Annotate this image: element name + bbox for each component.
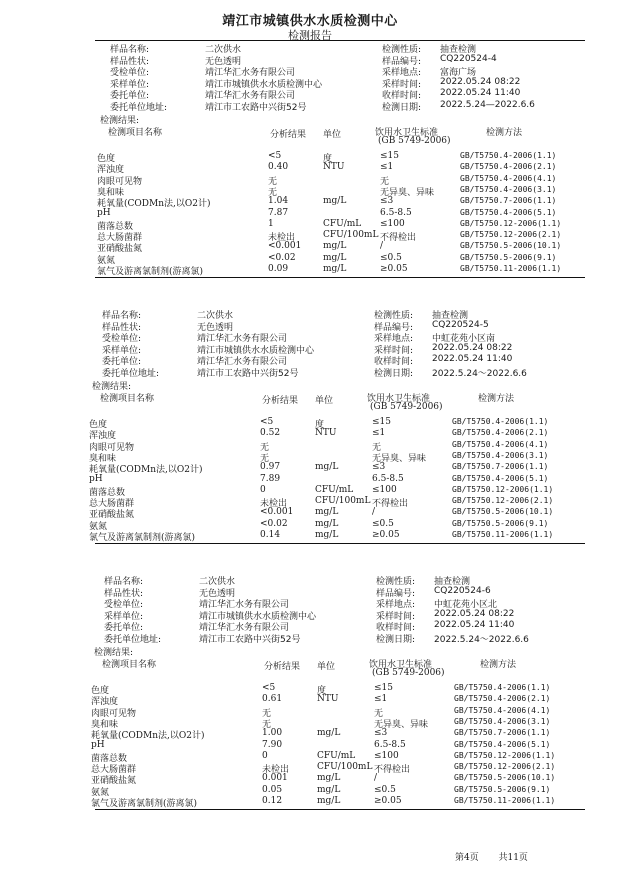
column-header-item: 检测项目名称 — [102, 660, 157, 670]
test-method: GB/T5750.7-2006(1.1) — [454, 728, 551, 738]
item-name: 亚硝酸盐氮 — [97, 244, 143, 255]
column-header-result: 分析结果 — [270, 130, 307, 140]
analysis-result: 0.05 — [262, 784, 283, 795]
result-row — [0, 683, 620, 694]
unit: mg/L — [315, 518, 339, 529]
item-name: 肉眼可见物 — [91, 708, 137, 719]
result-row — [0, 694, 620, 708]
item-name: 耗氧量(CODMn法,以O2计) — [91, 731, 205, 742]
page-footer — [455, 850, 528, 863]
item-name: 浑浊度 — [91, 697, 119, 708]
standard-limit: ≤0.5 — [374, 784, 396, 795]
test-method: GB/T5750.5-2006(9.1) — [454, 784, 551, 794]
standard-limit: 6.5-8.5 — [380, 207, 412, 218]
meta-value: 抽查检测 — [434, 577, 471, 587]
test-method: GB/T5750.4-2006(5.1) — [454, 739, 551, 749]
unit: 度 — [317, 686, 327, 696]
standard-limit: ≤0.5 — [380, 252, 402, 263]
column-header-standard-line2: (GB 5749-2006) — [370, 402, 443, 412]
test-method: GB/T5750.5-2006(10.1) — [454, 773, 556, 783]
meta-label: 收样时间: — [376, 623, 416, 633]
meta-label: 样品编号: — [382, 56, 422, 67]
unit: CFU/100mL — [315, 496, 371, 507]
item-name: 色度 — [91, 686, 110, 696]
result-row — [0, 728, 620, 742]
meta-value: 2022.05.24 11:40 — [440, 88, 521, 98]
unit: mg/L — [315, 462, 339, 473]
meta-label: 样品名称: — [110, 45, 150, 55]
analysis-result: 7.87 — [268, 207, 289, 218]
test-method: GB/T5750.5-2006(9.1) — [452, 518, 549, 528]
standard-limit: ≤0.5 — [372, 518, 394, 529]
analysis-result: 未检出 — [262, 765, 290, 776]
unit: mg/L — [323, 264, 347, 274]
meta-value: 二次供水 — [205, 45, 242, 55]
test-method: GB/T5750.4-2006(5.1) — [452, 473, 549, 483]
meta-value: 2022.05.24 08:22 — [440, 76, 521, 87]
analysis-result: 未检出 — [260, 499, 288, 510]
sample-section — [0, 42, 620, 308]
meta-label: 样品性状: — [104, 588, 144, 599]
sample-section — [0, 308, 620, 574]
item-name: 总大肠菌群 — [89, 499, 135, 510]
unit: NTU — [317, 694, 339, 705]
test-method: GB/T5750.11-2006(1.1) — [452, 530, 554, 539]
standard-limit: ≤100 — [372, 484, 397, 495]
item-name: 耗氧量(CODMn法,以O2计) — [89, 465, 203, 476]
meta-value: 2022.05.24 08:22 — [434, 608, 515, 619]
test-method: GB/T5750.4-2006(3.1) — [454, 716, 551, 726]
standard-limit: ≤15 — [380, 151, 399, 161]
column-header-result: 分析结果 — [262, 396, 299, 406]
test-method: GB/T5750.5-2006(9.1) — [460, 252, 557, 262]
analysis-result: 0.14 — [260, 530, 281, 540]
test-method: GB/T5750.4-2006(3.1) — [460, 184, 557, 194]
section-rule — [95, 809, 585, 810]
unit: mg/L — [317, 728, 341, 739]
column-header-method: 检测方法 — [486, 128, 523, 138]
standard-limit: 无异臭、异味 — [374, 719, 429, 730]
standard-limit: / — [372, 507, 376, 518]
meta-label: 委托单位: — [110, 91, 150, 101]
analysis-result: 无 — [268, 187, 278, 198]
standard-limit: ≤1 — [374, 694, 388, 705]
item-name: 氯气及游离氯制剂(游离氯) — [89, 533, 196, 543]
unit: CFU/mL — [323, 218, 362, 229]
section-rule — [95, 277, 585, 278]
meta-label: 样品编号: — [376, 588, 416, 599]
test-method: GB/T5750.4-2006(1.1) — [454, 683, 551, 692]
meta-value: CQ220524-5 — [432, 319, 489, 330]
test-method: GB/T5750.12-2006(2.1) — [454, 762, 556, 772]
result-row — [0, 440, 620, 451]
top-rule — [95, 40, 585, 41]
meta-label: 样品名称: — [104, 577, 144, 587]
result-row — [0, 507, 620, 521]
unit: NTU — [323, 162, 345, 173]
result-row — [0, 264, 620, 275]
meta-label: 采样地点: — [376, 600, 416, 610]
standard-limit: ≤15 — [372, 417, 391, 427]
analysis-result: 0.61 — [262, 694, 283, 705]
meta-value: 2022.5.24～2022.6.6 — [432, 368, 527, 379]
result-row — [0, 174, 620, 185]
results-label: 检测结果: — [100, 116, 140, 126]
meta-value: 靖江华汇水务有限公司 — [197, 334, 288, 344]
analysis-result: <5 — [260, 417, 274, 427]
analysis-result: 无 — [268, 176, 278, 187]
result-row — [0, 208, 620, 219]
meta-value: 无色透明 — [197, 322, 234, 333]
meta-label: 采样时间: — [382, 79, 422, 90]
analysis-result: 未检出 — [268, 233, 296, 244]
column-header-standard-line1: 饮用水卫生标准 — [367, 394, 431, 404]
standard-limit: ≤3 — [380, 196, 394, 207]
unit: mg/L — [317, 796, 341, 806]
item-name: 氨氮 — [91, 787, 110, 798]
analysis-result: 0 — [260, 484, 266, 495]
test-method: GB/T5750.12-2006(1.1) — [460, 218, 562, 228]
meta-value: 富海广场 — [440, 68, 477, 78]
standard-limit: 6.5-8.5 — [372, 473, 404, 484]
test-method: GB/T5750.11-2006(1.1) — [460, 264, 562, 273]
unit: mg/L — [315, 530, 339, 540]
standard-limit: 无 — [374, 708, 384, 719]
meta-label: 检测日期: — [376, 634, 416, 645]
analysis-result: 无 — [260, 442, 270, 453]
item-name: 菌落总数 — [89, 487, 126, 498]
item-name: 总大肠菌群 — [91, 765, 137, 776]
result-row — [0, 519, 620, 530]
result-row — [0, 773, 620, 787]
analysis-result: 0.40 — [268, 162, 289, 173]
item-name: 总大肠菌群 — [97, 233, 143, 244]
test-method: GB/T5750.12-2006(1.1) — [452, 484, 554, 494]
analysis-result: 0.09 — [268, 264, 289, 274]
meta-label: 采样时间: — [374, 345, 414, 356]
analysis-result: <0.001 — [268, 241, 302, 252]
result-row — [0, 196, 620, 210]
standard-limit: ≤100 — [380, 218, 405, 229]
analysis-result: <0.001 — [260, 507, 294, 518]
meta-label: 检测性质: — [382, 45, 422, 55]
standard-limit: ≤1 — [372, 428, 386, 439]
item-name: 氯气及游离氯制剂(游离氯) — [91, 799, 198, 809]
analysis-result: 无 — [262, 708, 272, 719]
unit: CFU/mL — [315, 484, 354, 495]
test-method: GB/T5750.5-2006(10.1) — [452, 507, 554, 517]
item-name: 浑浊度 — [97, 165, 125, 176]
page-number: 第4页 — [455, 853, 479, 863]
test-method: GB/T5750.7-2006(1.1) — [452, 462, 549, 472]
item-name: 氨氮 — [97, 255, 116, 266]
column-header-unit: 单位 — [323, 130, 342, 140]
result-row — [0, 219, 620, 230]
report-subtitle: 检测报告 — [288, 29, 332, 42]
standard-limit: 无异臭、异味 — [372, 453, 427, 464]
test-method: GB/T5750.4-2006(4.1) — [454, 705, 551, 715]
standard-limit: ≥0.05 — [372, 530, 400, 540]
item-name: 菌落总数 — [97, 221, 134, 232]
result-row — [0, 706, 620, 717]
test-method: GB/T5750.12-2006(1.1) — [454, 750, 556, 760]
meta-label: 检测日期: — [382, 102, 422, 113]
column-header-standard-line2: (GB 5749-2006) — [372, 668, 445, 678]
test-method: GB/T5750.12-2006(2.1) — [452, 496, 554, 506]
meta-label: 采样单位: — [102, 345, 142, 356]
analysis-result: 0.12 — [262, 796, 283, 806]
item-name: 氨氮 — [89, 521, 108, 532]
test-method: GB/T5750.5-2006(10.1) — [460, 241, 562, 251]
meta-value: 靖江市城镇供水水质检测中心 — [197, 345, 315, 356]
unit: mg/L — [315, 507, 339, 518]
item-name: 浑浊度 — [89, 431, 117, 442]
item-name: 肉眼可见物 — [89, 442, 135, 453]
item-name: 色度 — [89, 420, 108, 430]
column-header-item: 检测项目名称 — [108, 128, 163, 138]
test-method: GB/T5750.4-2006(2.1) — [454, 694, 551, 704]
meta-value: 靖江华汇水务有限公司 — [205, 91, 296, 101]
meta-value: 靖江华汇水务有限公司 — [197, 357, 288, 367]
meta-value: 靖江华汇水务有限公司 — [199, 600, 290, 610]
item-name: 亚硝酸盐氮 — [89, 510, 135, 521]
result-row — [0, 230, 620, 244]
standard-limit: 无 — [372, 442, 382, 453]
result-row — [0, 496, 620, 510]
result-row — [0, 717, 620, 728]
unit: 度 — [315, 420, 325, 430]
meta-label: 委托单位地址: — [102, 368, 160, 379]
analysis-result: 0.001 — [262, 773, 288, 784]
meta-value: 抽查检测 — [440, 45, 477, 55]
test-method: GB/T5750.7-2006(1.1) — [460, 196, 557, 206]
standard-limit: ≤1 — [380, 162, 394, 173]
test-method: GB/T5750.4-2006(5.1) — [460, 207, 557, 217]
test-method: GB/T5750.4-2006(4.1) — [452, 439, 549, 449]
column-header-unit: 单位 — [315, 396, 334, 406]
column-header-unit: 单位 — [317, 662, 336, 672]
meta-value: CQ220524-6 — [434, 585, 491, 596]
item-name: pH — [91, 739, 105, 750]
analysis-result: <0.02 — [260, 518, 288, 529]
meta-value: 中虹花苑小区南 — [432, 334, 496, 344]
column-header-item: 检测项目名称 — [100, 394, 155, 404]
result-row — [0, 151, 620, 162]
result-row — [0, 417, 620, 428]
analysis-result: 1.00 — [262, 728, 283, 739]
unit: mg/L — [317, 784, 341, 795]
standard-limit: 6.5-8.5 — [374, 739, 406, 750]
result-row — [0, 762, 620, 776]
item-name: 肉眼可见物 — [97, 176, 143, 187]
result-row — [0, 462, 620, 476]
meta-value: 靖江市工农路中兴街52号 — [197, 368, 299, 379]
standard-limit: 不得检出 — [374, 765, 411, 776]
item-name: 臭和味 — [89, 453, 117, 464]
results-label: 检测结果: — [94, 648, 134, 658]
meta-value: 二次供水 — [199, 577, 236, 587]
unit: CFU/100mL — [317, 762, 373, 773]
meta-value: 二次供水 — [197, 311, 234, 321]
analysis-result: 0.97 — [260, 462, 281, 473]
meta-value: 2022.05.24 11:40 — [434, 620, 515, 630]
standard-limit: ≤3 — [374, 728, 388, 739]
meta-label: 采样单位: — [104, 611, 144, 622]
analysis-result: 1.04 — [268, 196, 289, 207]
meta-label: 样品名称: — [102, 311, 142, 321]
item-name: 臭和味 — [97, 187, 125, 198]
test-method: GB/T5750.4-2006(4.1) — [460, 173, 557, 183]
result-row — [0, 428, 620, 442]
meta-label: 采样地点: — [382, 68, 422, 78]
results-label: 检测结果: — [92, 382, 132, 392]
meta-label: 采样单位: — [110, 79, 150, 90]
meta-label: 检测性质: — [374, 311, 414, 321]
meta-label: 委托单位: — [102, 357, 142, 367]
item-name: 菌落总数 — [91, 753, 128, 764]
sample-section — [0, 574, 620, 840]
test-method: GB/T5750.4-2006(2.1) — [460, 162, 557, 172]
meta-value: 抽查检测 — [432, 311, 469, 321]
meta-label: 受检单位: — [102, 334, 142, 344]
result-row — [0, 530, 620, 541]
item-name: 氯气及游离氯制剂(游离氯) — [97, 267, 204, 277]
column-header-standard-line2: (GB 5749-2006) — [378, 136, 451, 146]
standard-limit: ≥0.05 — [374, 796, 402, 806]
meta-label: 采样地点: — [374, 334, 414, 344]
meta-value: 2022.05.24 08:22 — [432, 342, 513, 353]
test-method: GB/T5750.4-2006(1.1) — [452, 417, 549, 426]
meta-label: 收样时间: — [374, 357, 414, 367]
analysis-result: 1 — [268, 218, 274, 229]
test-method: GB/T5750.4-2006(1.1) — [460, 151, 557, 160]
standard-limit: 不得检出 — [372, 499, 409, 510]
result-row — [0, 185, 620, 196]
meta-value: 靖江市城镇供水水质检测中心 — [205, 79, 323, 90]
unit: mg/L — [323, 241, 347, 252]
analysis-result: 无 — [260, 453, 270, 464]
column-header-method: 检测方法 — [480, 660, 517, 670]
column-header-method: 检测方法 — [478, 394, 515, 404]
meta-label: 受检单位: — [110, 68, 150, 78]
unit: CFU/100mL — [323, 230, 379, 241]
meta-label: 检测日期: — [374, 368, 414, 379]
result-row — [0, 740, 620, 751]
meta-label: 样品编号: — [374, 322, 414, 333]
standard-limit: ≤15 — [374, 683, 393, 693]
standard-limit: 不得检出 — [380, 233, 417, 244]
result-row — [0, 796, 620, 807]
unit: mg/L — [323, 196, 347, 207]
analysis-result: <5 — [262, 683, 276, 693]
unit: 度 — [323, 154, 333, 164]
unit: mg/L — [317, 773, 341, 784]
meta-value: 靖江市工农路中兴街52号 — [205, 102, 307, 113]
meta-value: 无色透明 — [199, 588, 236, 599]
result-row — [0, 751, 620, 762]
item-name: 臭和味 — [91, 719, 119, 730]
column-header-standard-line1: 饮用水卫生标准 — [369, 660, 433, 670]
meta-value: 靖江市工农路中兴街52号 — [199, 634, 301, 645]
unit: mg/L — [323, 252, 347, 263]
meta-label: 采样时间: — [376, 611, 416, 622]
unit: NTU — [315, 428, 337, 439]
result-row — [0, 485, 620, 496]
standard-limit: 无异臭、异味 — [380, 187, 435, 198]
report-title: 靖江市城镇供水水质检测中心 — [222, 14, 398, 29]
test-method: GB/T5750.11-2006(1.1) — [454, 796, 556, 805]
meta-label: 委托单位: — [104, 623, 144, 633]
standard-limit: ≥0.05 — [380, 264, 408, 274]
standard-limit: 无 — [380, 176, 390, 187]
meta-label: 委托单位地址: — [110, 102, 168, 113]
meta-value: 无色透明 — [205, 56, 242, 67]
test-method: GB/T5750.4-2006(2.1) — [452, 428, 549, 438]
meta-label: 受检单位: — [104, 600, 144, 610]
item-name: 亚硝酸盐氮 — [91, 776, 137, 787]
result-row — [0, 785, 620, 796]
test-method: GB/T5750.12-2006(2.1) — [460, 230, 562, 240]
analysis-result: <5 — [268, 151, 282, 161]
result-row — [0, 451, 620, 462]
analysis-result: 无 — [262, 719, 272, 730]
item-name: pH — [97, 207, 111, 218]
result-row — [0, 474, 620, 485]
meta-label: 样品性状: — [110, 56, 150, 67]
analysis-result: <0.02 — [268, 252, 296, 263]
meta-label: 收样时间: — [382, 91, 422, 101]
standard-limit: ≤100 — [374, 750, 399, 761]
unit: CFU/mL — [317, 750, 356, 761]
meta-value: 2022.5.24～2022.6.6 — [434, 634, 529, 645]
item-name: 耗氧量(CODMn法,以O2计) — [97, 199, 211, 210]
standard-limit: / — [380, 241, 384, 252]
item-name: 色度 — [97, 154, 116, 164]
meta-value: 中虹花苑小区北 — [434, 600, 498, 610]
standard-limit: ≤3 — [372, 462, 386, 473]
meta-value: CQ220524-4 — [440, 53, 497, 64]
meta-value: 靖江华汇水务有限公司 — [205, 68, 296, 78]
analysis-result: 0 — [262, 750, 268, 761]
test-method: GB/T5750.4-2006(3.1) — [452, 450, 549, 460]
meta-value: 2022.5.24—2022.6.6 — [440, 99, 535, 110]
result-row — [0, 253, 620, 264]
column-header-result: 分析结果 — [264, 662, 301, 672]
result-row — [0, 241, 620, 255]
meta-value: 靖江市城镇供水水质检测中心 — [199, 611, 317, 622]
result-row — [0, 162, 620, 176]
analysis-result: 7.90 — [262, 739, 283, 750]
column-header-standard-line1: 饮用水卫生标准 — [375, 128, 439, 138]
meta-label: 检测性质: — [376, 577, 416, 587]
meta-label: 委托单位地址: — [104, 634, 162, 645]
meta-label: 样品性状: — [102, 322, 142, 333]
analysis-result: 7.89 — [260, 473, 281, 484]
analysis-result: 0.52 — [260, 428, 281, 439]
meta-value: 2022.05.24 11:40 — [432, 354, 513, 364]
section-rule — [95, 543, 585, 544]
item-name: pH — [89, 473, 103, 484]
meta-value: 靖江华汇水务有限公司 — [199, 623, 290, 633]
standard-limit: / — [374, 773, 378, 784]
page-total: 共11页 — [498, 853, 528, 863]
